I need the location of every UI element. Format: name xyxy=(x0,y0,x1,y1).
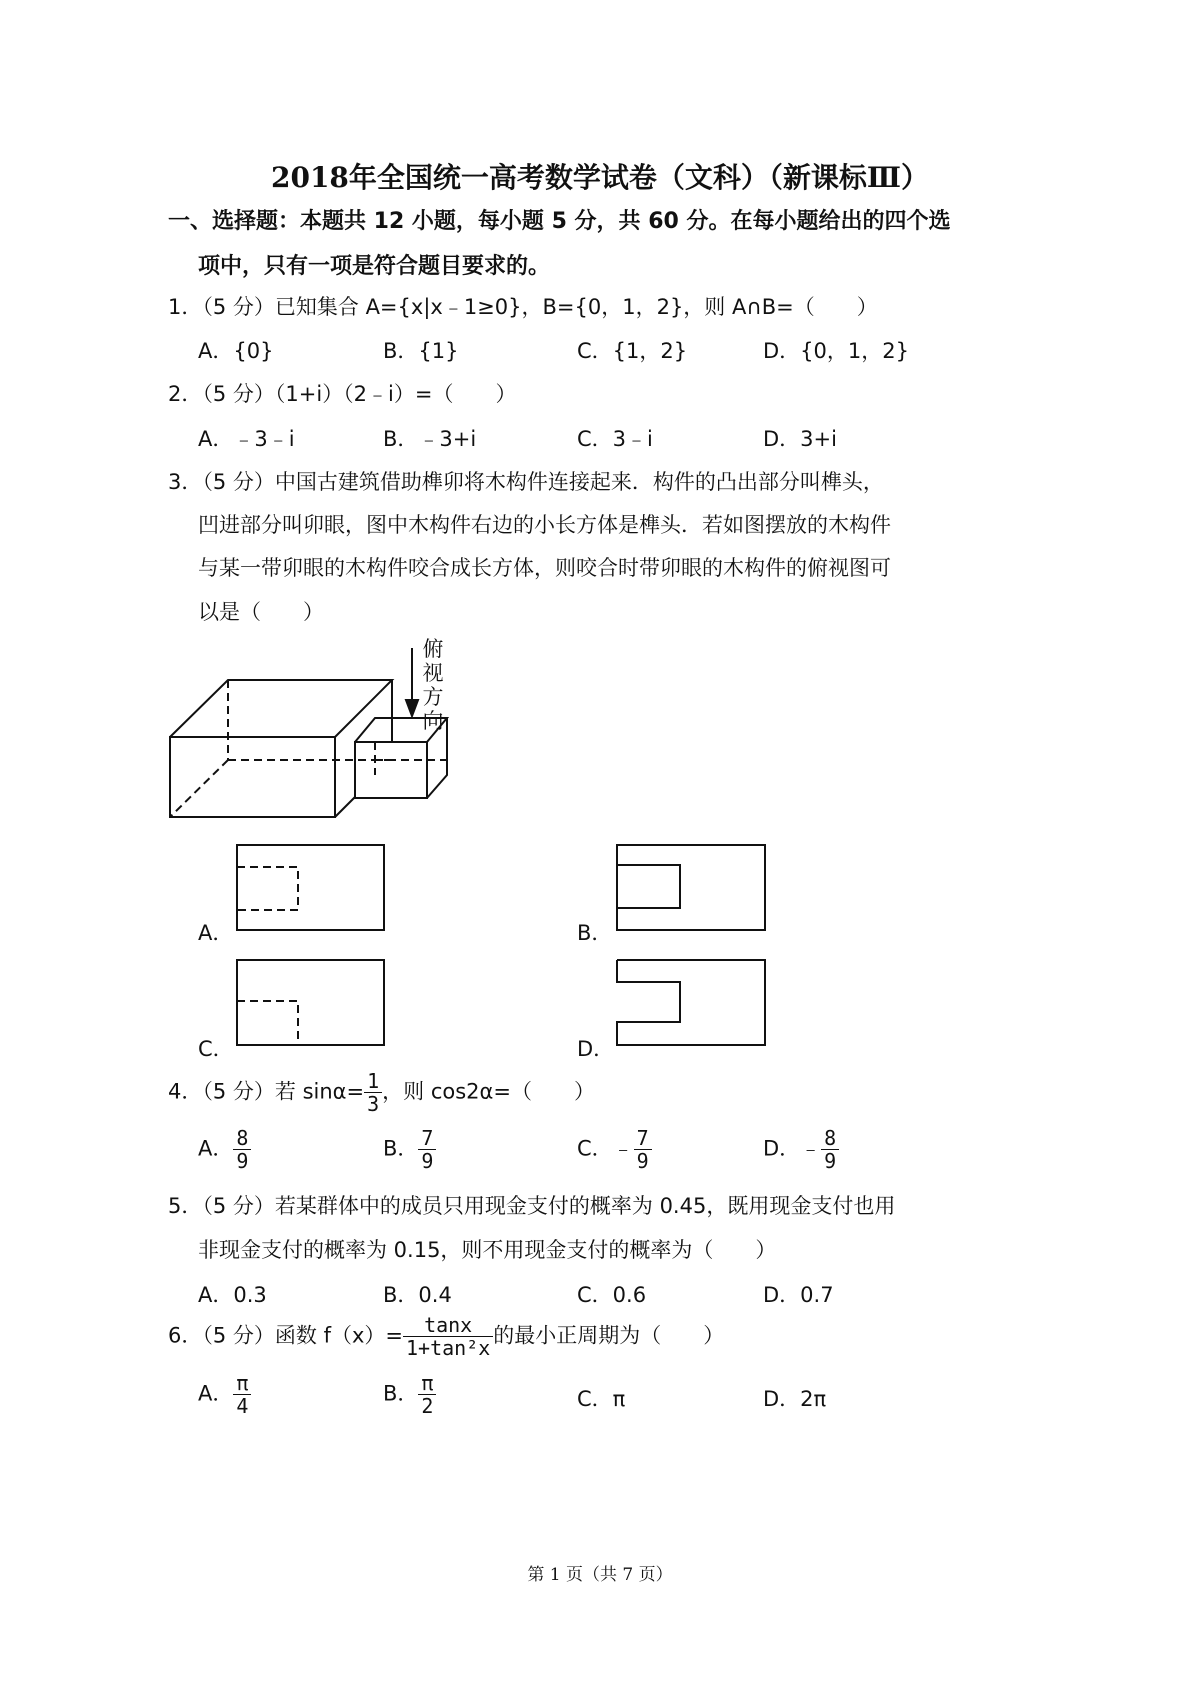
q4-option-c: C．﹣ $\frac{7}{9}$ xyxy=(577,1127,652,1172)
q6-option-c: C．π xyxy=(577,1387,626,1411)
big-box-front-face xyxy=(170,737,335,817)
q5-option-a: A．0.3 xyxy=(198,1283,267,1307)
question-3-line3: 与某一带卯眼的木构件咬合成长方体，则咬合时带卯眼的木构件的俯视图可 xyxy=(198,556,891,580)
q1-option-a: A．{0} xyxy=(198,339,274,363)
q2-option-a: A．﹣3﹣i xyxy=(198,427,295,451)
q5-option-c: C．0.6 xyxy=(577,1283,647,1307)
q3-option-c-label: C． xyxy=(198,1037,234,1061)
q2-option-d: D．3+i xyxy=(763,427,837,451)
q6-option-d: D．2π xyxy=(763,1387,827,1411)
q3-option-d-label: D． xyxy=(577,1037,615,1061)
option-c-hidden-slot xyxy=(237,1001,298,1045)
q1-option-c: C．{1，2} xyxy=(577,339,688,363)
hidden-edge-diagonal xyxy=(170,760,228,817)
sin-fraction: $\frac{1}{3}$ xyxy=(364,1070,382,1115)
option-a-hidden-slot xyxy=(237,867,298,910)
option-b-outer-rect xyxy=(617,845,765,930)
option-c-outer-rect xyxy=(237,960,384,1045)
q4-option-b: B． $\frac{7}{9}$ xyxy=(383,1127,436,1172)
option-d-outline xyxy=(617,960,765,1045)
option-b-slot xyxy=(617,865,680,908)
view-direction-label: 俯 视 方 向 xyxy=(422,637,444,733)
q2-option-c: C．3﹣i xyxy=(577,427,653,451)
big-box-right-edge-bottom xyxy=(335,797,355,817)
question-3-line4: 以是（ ） xyxy=(198,600,324,624)
section-heading-line1: 一、选择题：本题共 12 小题，每小题 5 分，共 60 分。在每小题给出的四个选 xyxy=(168,209,951,234)
tenon-front-face xyxy=(355,742,427,798)
q2-option-b: B．﹣3+i xyxy=(383,427,477,451)
question-5-line2: 非现金支付的概率为 0.15，则不用现金支付的概率为（ ） xyxy=(198,1238,777,1262)
page-footer: 第 1 页（共 7 页） xyxy=(527,1565,673,1585)
question-1: 1．（5 分）已知集合 A={x|x﹣1≥0}，B={0，1，2}，则 A∩B=（ ） xyxy=(168,295,878,319)
q4-option-d: D．﹣ $\frac{8}{9}$ xyxy=(763,1127,839,1172)
view-direction-arrow-head xyxy=(406,700,418,716)
question-5-line1: 5．（5 分）若某群体中的成员只用现金支付的概率为 0.45，既用现金支付也用 xyxy=(168,1194,896,1218)
q3-option-b-label: B． xyxy=(577,921,613,945)
q5-option-b: B．0.4 xyxy=(383,1283,452,1307)
q5-option-d: D．0.7 xyxy=(763,1283,834,1307)
big-box-top-face xyxy=(170,680,392,737)
q6-option-a: A． $\frac{\pi}{4}$ xyxy=(198,1372,251,1417)
page-title: 2018年全国统一高考数学试卷（文科）（新课标Ⅲ） xyxy=(270,161,930,194)
question-6: 6．（5 分）函数 f（x）= $\frac{\tan x}{\text{1+tan²x}}$ 的最小正周期为（ ） xyxy=(168,1313,725,1360)
option-a-outer-rect xyxy=(237,845,384,930)
q1-option-b: B．{1} xyxy=(383,339,459,363)
question-4: 4．（5 分）若 sinα= $\frac{1}{3}$ ，则 cos2α=（ ） xyxy=(168,1069,595,1116)
question-2: 2．（5 分）（1+i）（2﹣i）=（ ） xyxy=(168,382,517,406)
q1-option-d: D．{0，1，2} xyxy=(763,339,909,363)
section-heading-line2: 项中，只有一项是符合题目要求的。 xyxy=(198,254,551,279)
question-3-line2: 凹进部分叫卯眼，图中木构件右边的小长方体是榫头．若如图摆放的木构件 xyxy=(198,513,891,537)
q4-option-a: A． $\frac{8}{9}$ xyxy=(198,1127,251,1172)
question-3-line1: 3．（5 分）中国古建筑借助榫卯将木构件连接起来．构件的凸出部分叫榫头， xyxy=(168,470,884,494)
q3-option-a-label: A． xyxy=(198,921,234,945)
q6-option-b: B． $\frac{\pi}{2}$ xyxy=(383,1372,436,1417)
tan-fraction: $\frac{\tan x}{\text{1+tan²x}}$ xyxy=(403,1314,493,1359)
